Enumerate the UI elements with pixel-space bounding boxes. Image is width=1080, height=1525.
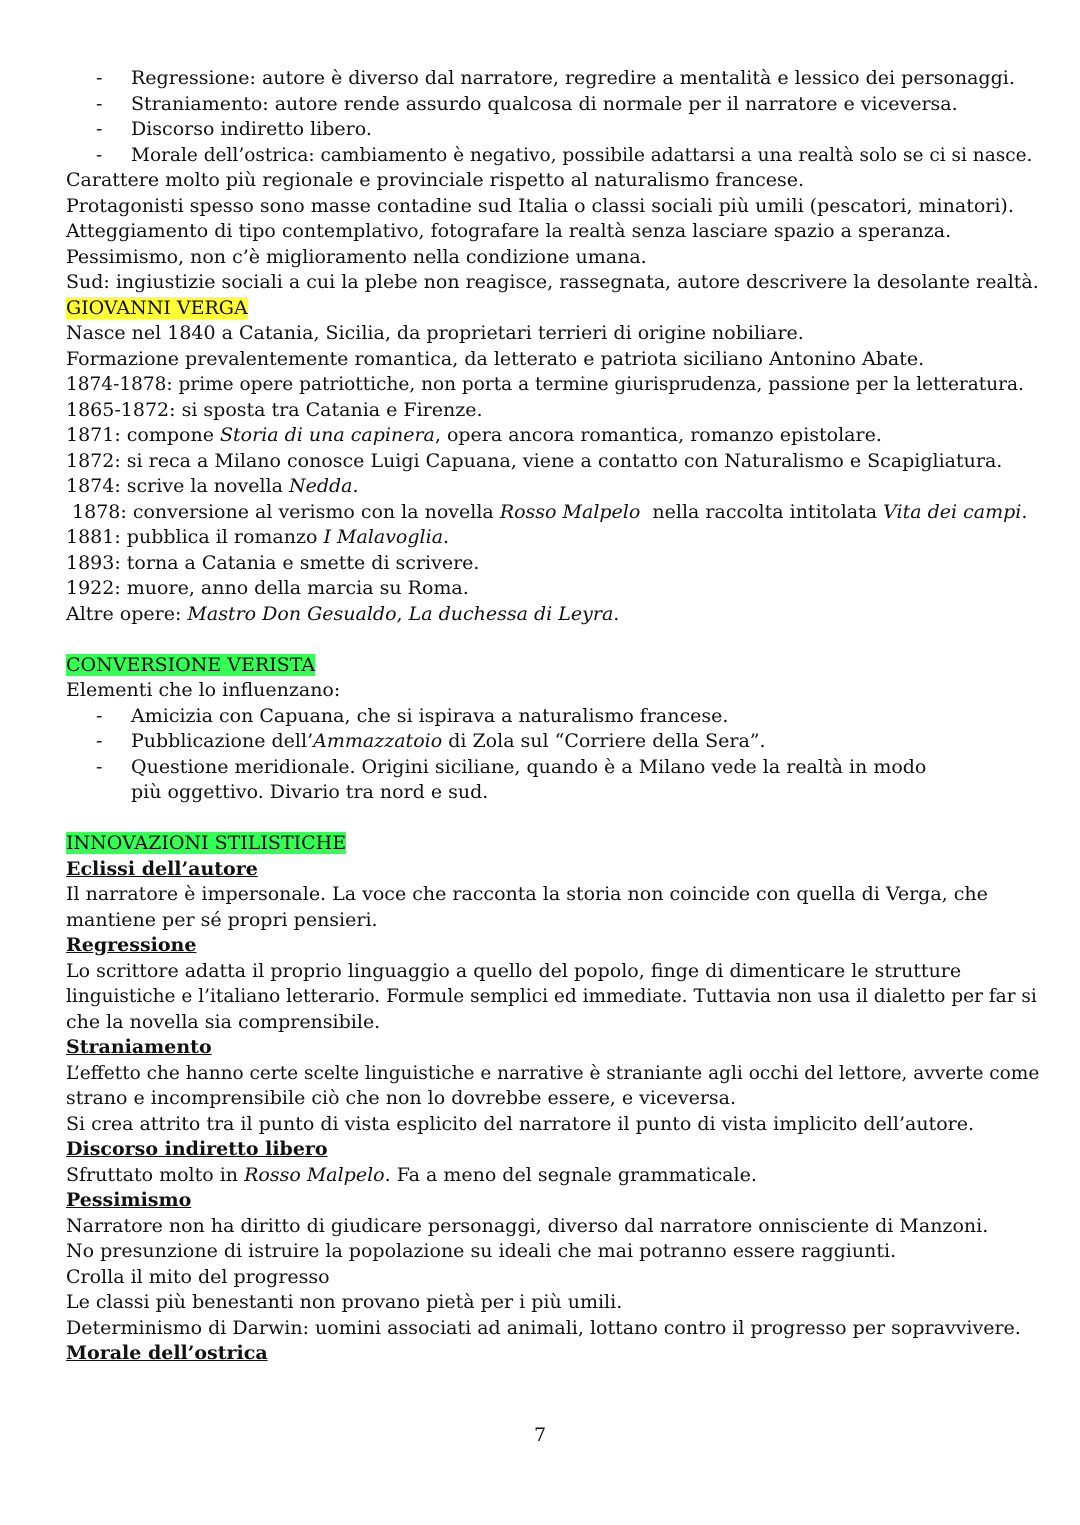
text-line: Sfruttato molto in Rosso Malpelo. Fa a meno del segnale grammaticale.: [66, 1163, 757, 1186]
text-line: Pessimismo, non c’è miglioramento nella condizione umana.: [66, 245, 647, 268]
document-page: [66, 66, 1040, 1367]
text-line: L’effetto che hanno certe scelte linguistiche e narrative è straniante agli occhi del lettore, avverte come: [66, 1062, 1040, 1084]
work-title: La duchessa di Leyra: [408, 602, 614, 625]
work-title: Nedda: [288, 475, 353, 497]
text-line: Altre opere: Mastro Don Gesualdo, La duchessa di Leyra.: [66, 602, 620, 625]
section-heading-innovazioni: INNOVAZIONI STILISTICHE: [66, 832, 347, 854]
text-line: che la novella sia comprensibile.: [66, 1010, 381, 1033]
text-line: Atteggiamento di tipo contemplativo, fotografare la realtà senza lasciare spazio a speranza.: [66, 220, 952, 242]
section-heading-verga: GIOVANNI VERGA: [66, 296, 248, 319]
spacer: [66, 806, 1026, 832]
text-line: 1878: conversione al verismo con la novella Rosso Malpelo nella raccolta intitolata Vita dei campi.: [66, 500, 1028, 523]
text-line: Protagonisti spesso sono masse contadine sud Italia o classi sociali più umili (pescatori, minatori).: [66, 194, 1014, 217]
text-line: Si crea attrito tra il punto di vista esplicito del narratore il punto di vista implicito dell’autore.: [66, 1112, 975, 1135]
bullet-item: - Discorso indiretto libero.: [66, 117, 1026, 143]
text-line: strano e incomprensibile ciò che non lo dovrebbe essere, e viceversa.: [66, 1087, 737, 1109]
subheading-eclissi: Eclissi dell’autore: [66, 857, 258, 880]
text-line: 1865-1872: si sposta tra Catania e Firenze.: [66, 398, 483, 421]
bullet-item: - Regressione: autore è diverso dal narratore, regredire a mentalità e lessico dei personaggi.: [66, 66, 1026, 92]
text-line: Le classi più benestanti non provano pietà per i più umili.: [66, 1291, 623, 1313]
bullet-item: - Morale dell’ostrica: cambiamento è negativo, possibile adattarsi a una realtà solo se ci si nasce.: [66, 143, 1026, 169]
text-line: Il narratore è impersonale. La voce che racconta la storia non coincide con quella di Verga, che: [66, 883, 988, 905]
subheading-ostrica: Morale dell’ostrica: [66, 1342, 268, 1364]
text-line: 1872: si reca a Milano conosce Luigi Capuana, viene a contatto con Naturalismo e Scapigliatura.: [66, 449, 1003, 472]
work-title: I Malavoglia: [323, 526, 444, 548]
text-line: 1874: scrive la novella Nedda.: [66, 475, 359, 497]
work-title: Rosso Malpelo: [244, 1163, 385, 1186]
text-line: Determinismo di Darwin: uomini associati ad animali, lottano contro il progresso per sopravvivere.: [66, 1316, 1021, 1339]
bullet-item: - Straniamento: autore rende assurdo qualcosa di normale per il narratore e viceversa.: [66, 92, 1026, 118]
bullet-item: - Amicizia con Capuana, che si ispirava a naturalismo francese.: [66, 704, 1026, 730]
bullet-item: - Pubblicazione dell’Ammazzatoio di Zola sul “Corriere della Sera”.: [66, 729, 1026, 755]
text-line: No presunzione di istruire la popolazione su ideali che mai potranno essere raggiunti.: [66, 1240, 897, 1262]
bullet-list-top: [66, 66, 1033, 168]
text-line: 1922: muore, anno della marcia su Roma.: [66, 577, 469, 599]
text-line: Nasce nel 1840 a Catania, Sicilia, da proprietari terrieri di origine nobiliare.: [66, 322, 804, 344]
text-line: 1871: compone Storia di una capinera, opera ancora romantica, romanzo epistolare.: [66, 424, 882, 446]
subheading-straniamento: Straniamento: [66, 1036, 212, 1058]
text-line: Carattere molto più regionale e provinciale rispetto al naturalismo francese.: [66, 169, 805, 191]
text-line: linguistiche e l’italiano letterario. Formule semplici ed immediate. Tuttavia non usa il dialetto per far si: [66, 986, 1037, 1007]
text-line: 1881: pubblica il romanzo I Malavoglia.: [66, 526, 450, 548]
section-heading-conversione: CONVERSIONE VERISTA: [66, 653, 316, 676]
text-line: Narratore non ha diritto di giudicare personaggi, diverso dal narratore onnisciente di Manzoni.: [66, 1214, 989, 1237]
subheading-pessimismo: Pessimismo: [66, 1189, 192, 1211]
text-line: Elementi che lo influenzano:: [66, 679, 341, 701]
subheading-discorso: Discorso indiretto libero: [66, 1138, 328, 1160]
work-title: Rosso Malpelo: [499, 500, 641, 523]
text-line: 1893: torna a Catania e smette di scrivere.: [66, 551, 480, 574]
text-line: 1874-1878: prime opere patriottiche, non porta a termine giurisprudenza, passione per la letteratura.: [66, 374, 1024, 395]
subheading-regressione: Regressione: [66, 934, 197, 956]
work-title: Vita dei campi: [883, 500, 1022, 523]
text-line: Formazione prevalentemente romantica, da letterato e patriota siciliano Antonino Abate.: [66, 347, 925, 370]
text-line: mantiene per sé propri pensieri.: [66, 908, 378, 931]
page-number: 7: [533, 1424, 547, 1446]
text-line: Lo scrittore adatta il proprio linguaggio a quello del popolo, finge di dimenticare le strutture: [66, 959, 962, 982]
spacer: [66, 627, 1026, 653]
text-line: Sud: ingiustizie sociali a cui la plebe non reagisce, rassegnata, autore descrivere la desolante realtà.: [66, 271, 1039, 293]
work-title: Mastro Don Gesualdo: [187, 602, 397, 625]
text-line: Crolla il mito del progresso: [66, 1265, 330, 1288]
bullet-item: - Questione meridionale. Origini siciliane, quando è a Milano vede la realtà in modo più oggettivo. Divario tra nord e sud.: [66, 755, 931, 806]
work-title: Storia di una capinera: [220, 424, 435, 446]
work-title: Ammazzatoio: [313, 730, 443, 752]
